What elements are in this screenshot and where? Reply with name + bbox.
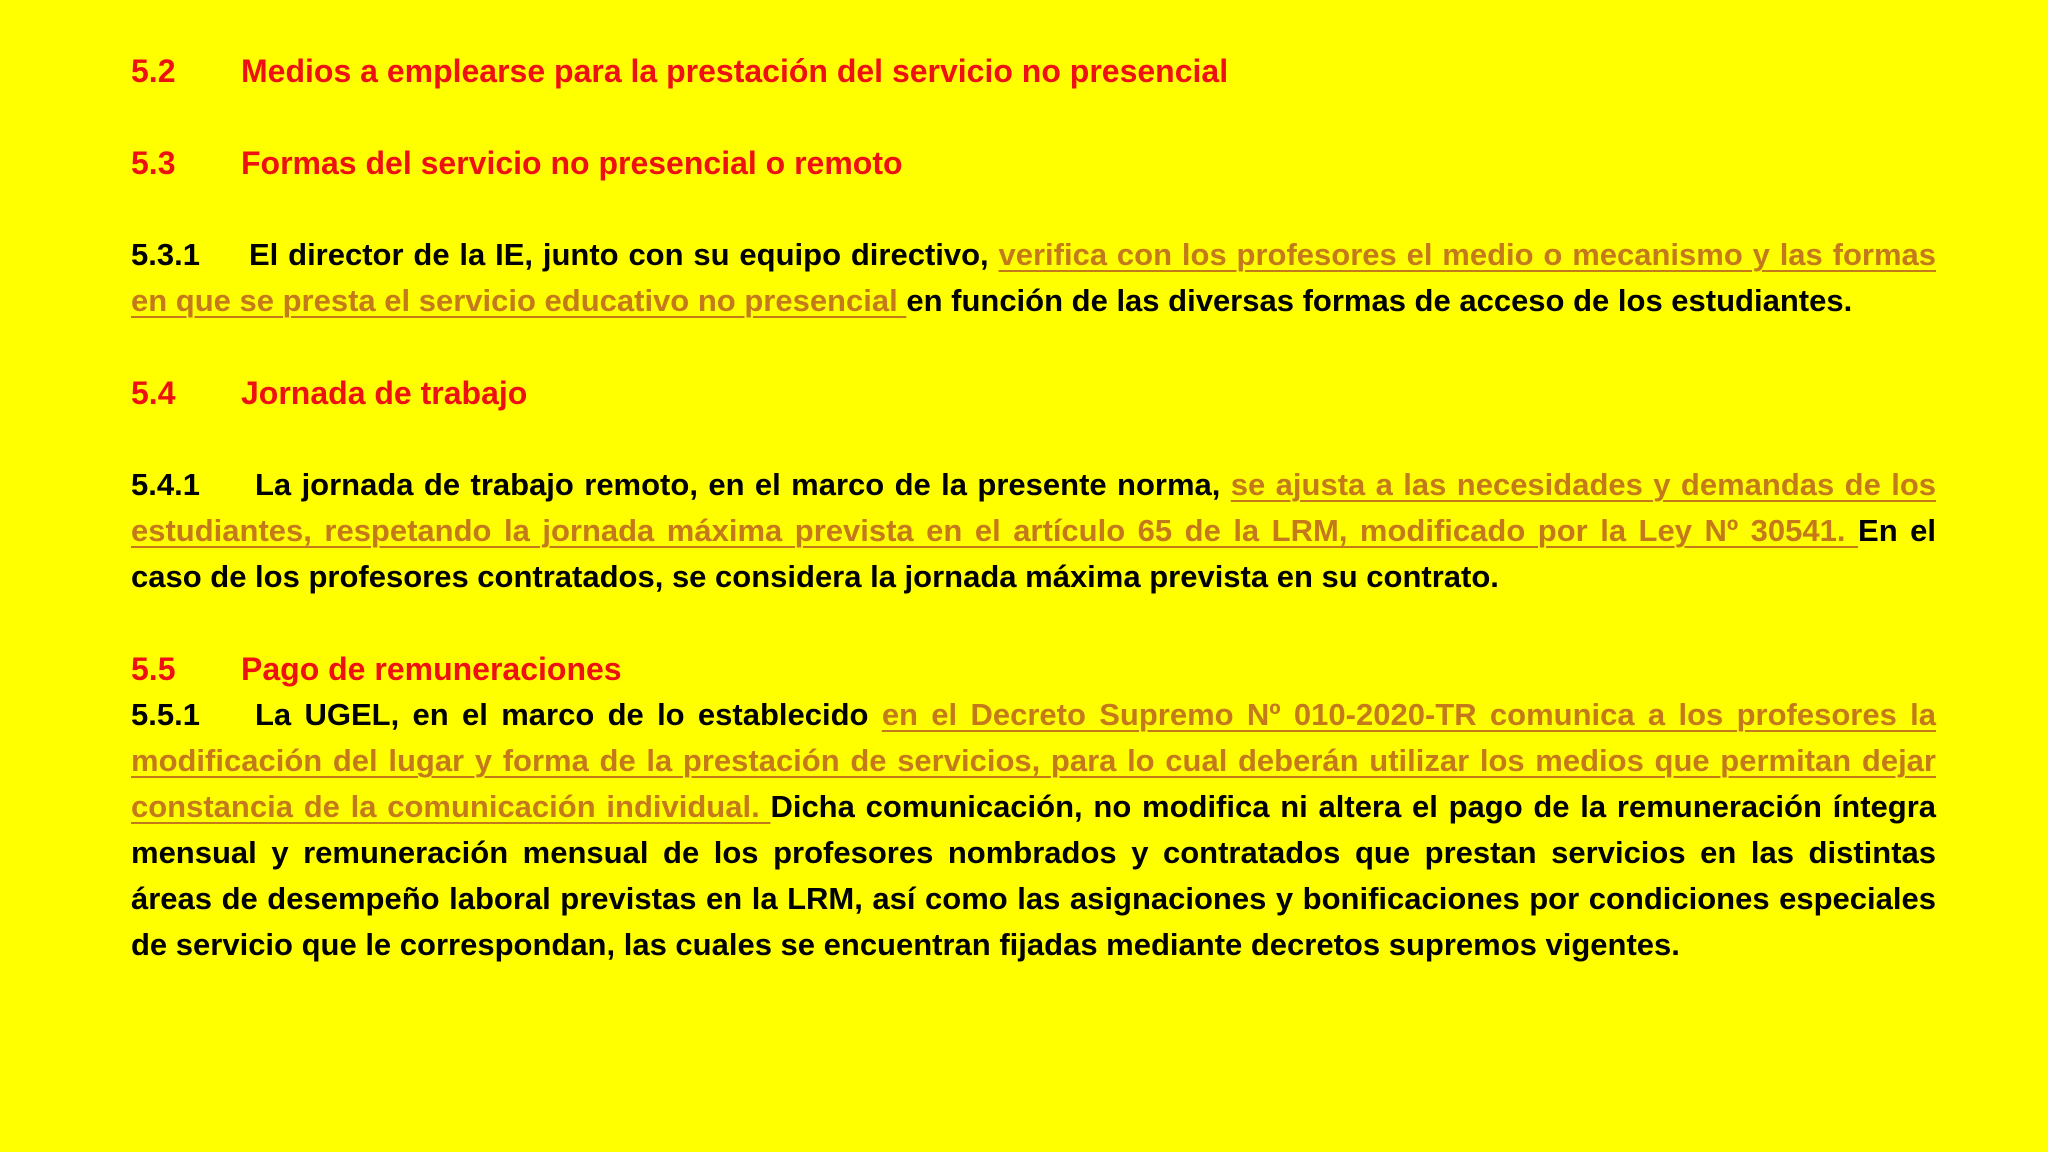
paragraph-text: El director de la IE, junto con su equipo directivo, — [249, 237, 999, 272]
section-number: 5.4 — [131, 375, 176, 411]
paragraph-number: 5.4.1 — [131, 467, 200, 502]
paragraph-5-5-1 — [131, 692, 1936, 968]
underlined-text: en el Decreto Supremo Nº 010-2020-TR comunica a los profesores la modificación del lugar y forma de la prestación de servicios, para lo cual deberán utilizar los medios que permitan dejar constancia de la comunicación individual. — [131, 697, 1936, 824]
section-number: 5.3 — [131, 145, 176, 181]
section-number: 5.5 — [131, 651, 176, 687]
section-5-4-heading — [131, 370, 1936, 416]
paragraph-5-3-1 — [131, 232, 1936, 324]
underlined-text: se ajusta a las necesidades y demandas de los estudiantes, respetando la jornada máxima prevista en el artículo 65 de la LRM, modificado por la Ley Nº 30541. — [131, 467, 1936, 548]
section-title: Jornada de trabajo — [241, 375, 528, 411]
paragraph-5-4-1 — [131, 462, 1936, 600]
paragraph-number: 5.5.1 — [131, 697, 200, 732]
paragraph-text: en función de las diversas formas de acceso de los estudiantes. — [906, 283, 1853, 318]
section-number: 5.2 — [131, 53, 176, 89]
section-5-5-heading — [131, 646, 1936, 692]
paragraph-text: La UGEL, en el marco de lo establecido — [255, 697, 882, 732]
section-title: Pago de remuneraciones — [241, 651, 622, 687]
paragraph-text: La jornada de trabajo remoto, en el marco de la presente norma, — [255, 467, 1231, 502]
section-title: Formas del servicio no presencial o remoto — [241, 145, 903, 181]
paragraph-number: 5.3.1 — [131, 237, 200, 272]
paragraph-text: En el caso de los profesores contratados, se considera la jornada máxima prevista en su contrato. — [131, 513, 1936, 594]
section-5-2-heading — [131, 48, 1936, 94]
section-title: Medios a emplearse para la prestación del servicio no presencial — [241, 53, 1229, 89]
paragraph-text: Dicha comunicación, no modifica ni altera el pago de la remuneración íntegra mensual y remuneración mensual de los profesores nombrados y contratados que prestan servicios en las distintas áreas de desempeño laboral previstas en la LRM, así como las asignaciones y bonificaciones por condiciones especiales de servicio que le correspondan, las cuales se encuentran fijadas mediante decretos supremos vigentes. — [131, 789, 1936, 962]
section-5-3-heading — [131, 140, 1936, 186]
underlined-text: verifica con los profesores el medio o mecanismo y las formas en que se presta el servicio educativo no presencial — [131, 237, 1936, 318]
